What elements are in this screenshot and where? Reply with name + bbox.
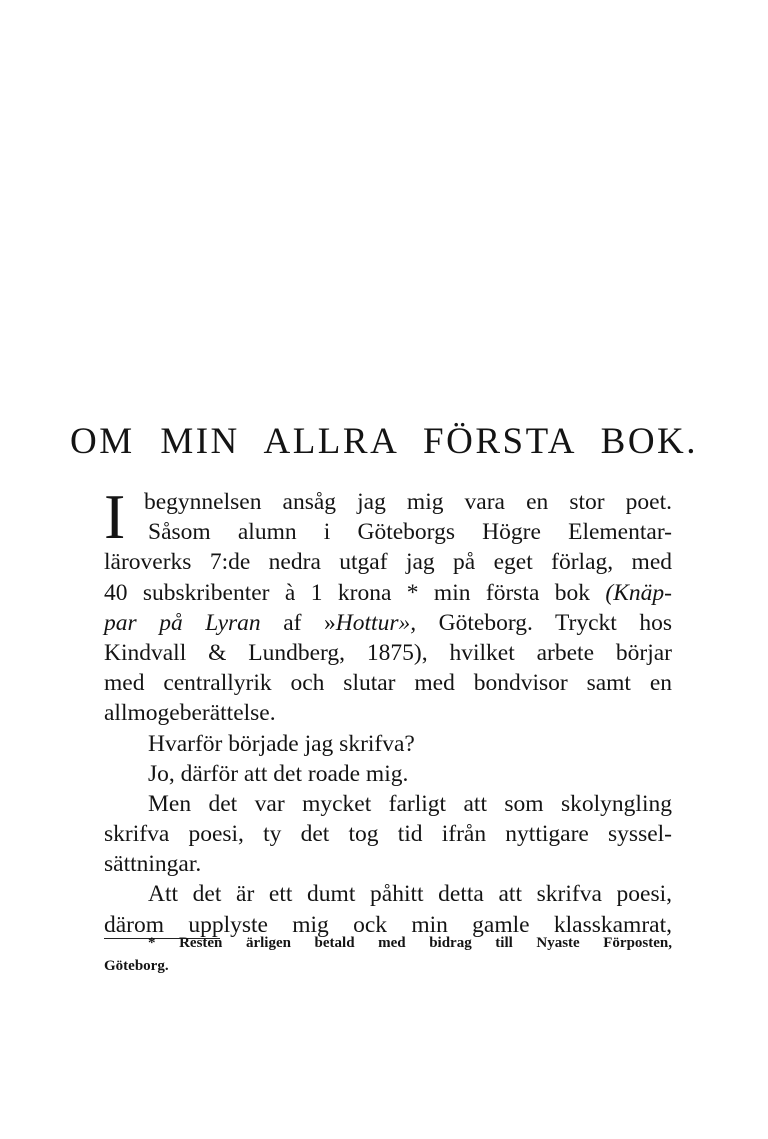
text-line-5-d: Göteborg. Tryckt hos xyxy=(438,609,672,636)
text-line-9: Hvarför började jag skrifva? xyxy=(148,730,415,757)
book-title-italic-2: par på Lyran xyxy=(104,609,261,636)
text-line-7: med centrallyrik och slutar med bondvisor samt en xyxy=(104,670,672,697)
text-line-6: Kindvall & Lundberg, 1875), hvilket arbete börjar xyxy=(104,639,672,666)
text-line-14: Att det är ett dumt påhitt detta att skrifva poesi, xyxy=(148,881,672,908)
text-line-5 xyxy=(104,608,672,638)
text-line-13: sättningar. xyxy=(104,851,202,878)
drop-cap: I xyxy=(104,481,126,552)
text-line-4-a: 40 subskribenter à 1 krona * min första bok xyxy=(104,579,591,606)
text-line-11: Men det var mycket farligt att som skolyngling xyxy=(148,790,672,817)
chapter-title: OM MIN ALLRA FÖRSTA BOK. xyxy=(69,421,699,462)
text-line-12: skrifva poesi, ty det tog tid ifrån nyttigare syssel- xyxy=(104,821,672,848)
footnote xyxy=(104,932,672,978)
pseudonym-italic: Hottur», xyxy=(335,609,417,636)
body-text xyxy=(104,481,672,940)
text-line-2: Såsom alumn i Göteborgs Högre Elementar- xyxy=(148,519,672,546)
footnote-line-2: Göteborg. xyxy=(104,958,169,974)
text-line-4 xyxy=(104,578,672,608)
book-title-italic-1: (Knäp- xyxy=(605,579,672,606)
footnote-line-1: * Resten ärligen betald med bidrag till Nyaste Förposten, xyxy=(148,935,672,951)
text-line-5-b: af » xyxy=(283,609,336,636)
text-line-10: Jo, därför att det roade mig. xyxy=(148,760,409,787)
text-line-15: därom upplyste mig ock min gamle klasskamrat, xyxy=(104,911,672,938)
text-line-8: allmogeberättelse. xyxy=(104,700,276,727)
text-line-1: begynnelsen ansåg jag mig vara en stor poet. xyxy=(144,489,672,515)
text-line-3: läroverks 7:de nedra utgaf jag på eget förlag, med xyxy=(104,549,672,576)
